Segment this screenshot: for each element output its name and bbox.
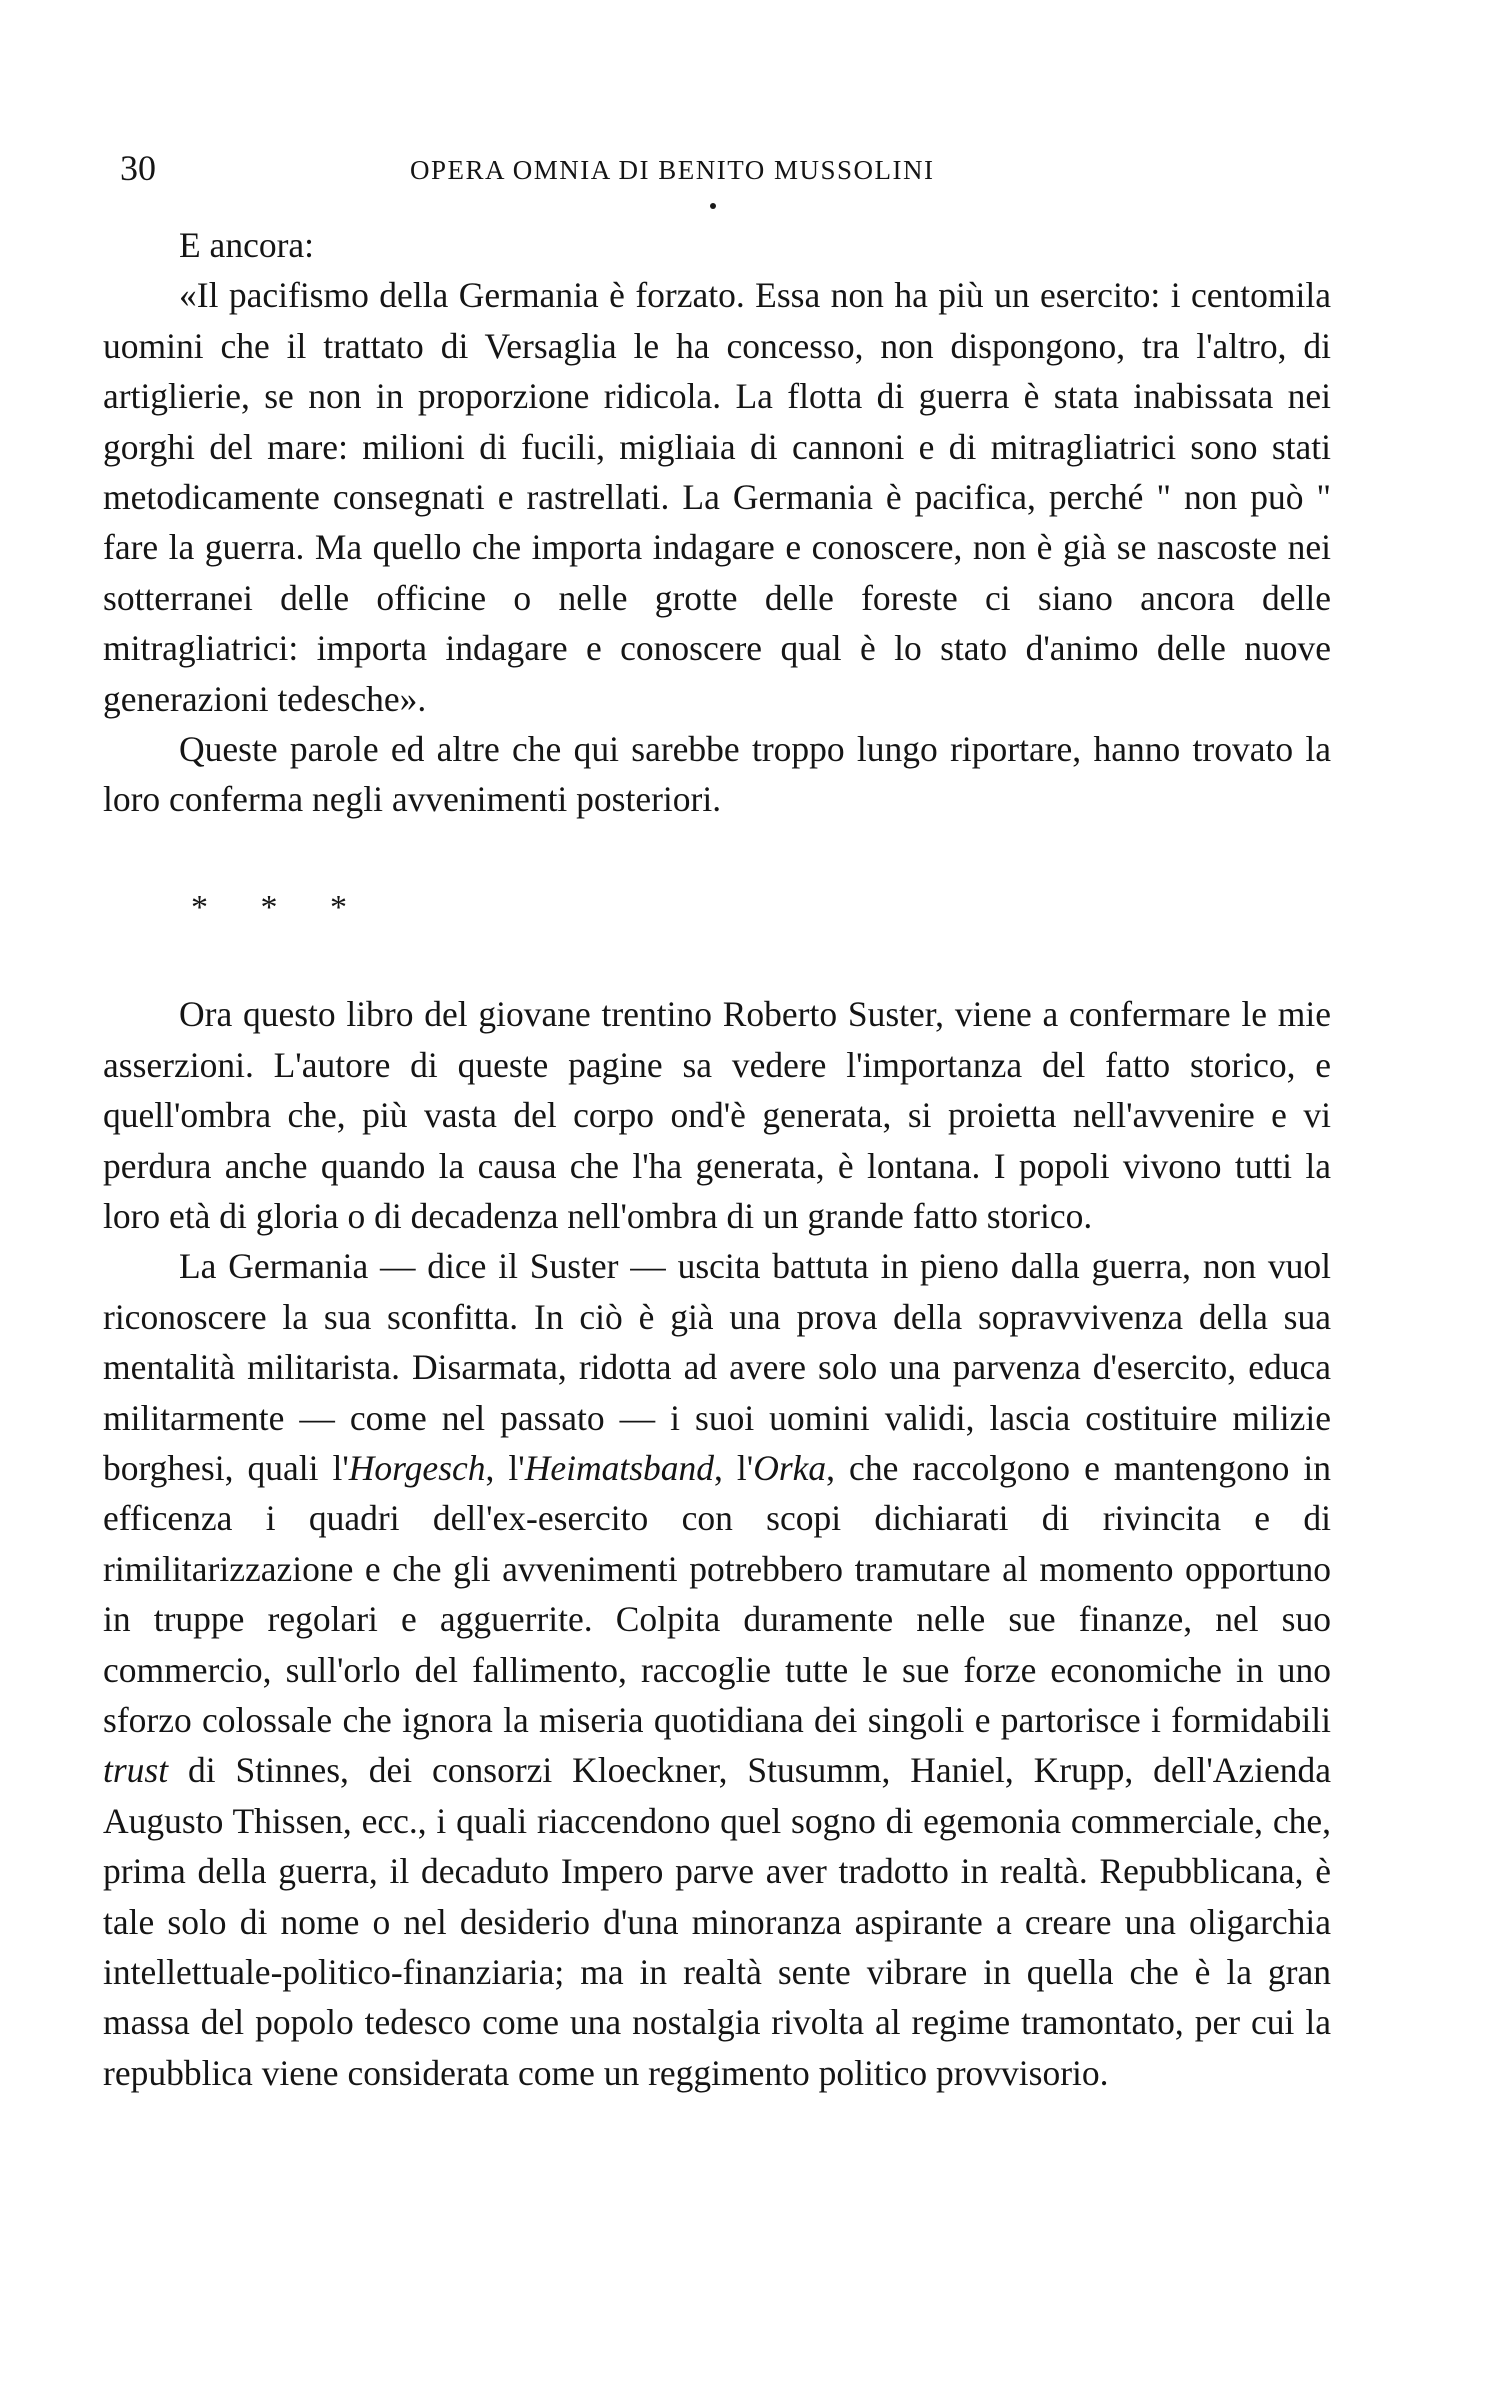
section-break-asterisks: * * * [191,888,369,926]
body-text [103,220,1331,2098]
page-number: 30 [120,148,156,188]
text-run: di Stinnes, dei consorzi Kloeckner, Stusumm, Haniel, Krupp, dell'Azienda Augusto Thissen, ecc., i quali riaccendono quel sogno di egemonia commerciale, che, prima della guerra, il decaduto Impero parve aver tradotto in realtà. Repubblicana, è tale solo di nome o nel desiderio d'una minoranza aspirante a creare una oligarchia intellettuale-politico-finanziaria; ma in realtà sente vibrare in quella che è la gran massa del popolo tedesco come una nostalgia rivolta al regime tramontato, per cui la repubblica viene considerata come un reggimento politico provvisorio. [103,1750,1331,2093]
page-header [120,146,1350,196]
paragraph-book-intro: Ora questo libro del giovane trentino Roberto Suster, viene a confermare le mie asserzioni. L'autore di queste pagine sa vedere l'importanza del fatto storico, e quell'ombra che, più vasta del corpo ond'è generata, si proietta nell'avvenire e vi perdura anche quando la causa che l'ha generata, è lontana. I popoli vivono tutti la loro età di gloria o di decadenza nell'ombra di un grande fatto storico. [103,994,1331,1236]
text-run: , l' [714,1447,754,1488]
italic-term-orka: Orka [753,1447,827,1488]
paragraph-germany [103,1241,1331,2098]
print-speck [710,203,716,209]
running-title: OPERA OMNIA DI BENITO MUSSOLINI [410,155,935,185]
paragraph-intro: E ancora: [179,225,315,265]
text-run: , che raccolgono e mantengono in efficenza i quadri dell'ex-esercito con scopi dichiarati di rivincita e di rimilitarizzazione e che gli avvenimenti potrebbero tramutare al momento opportuno in truppe regolari e agguerrite. Colpita duramente nelle sue finanze, nel suo commercio, sull'orlo del fallimento, raccoglie tutte le sue forze economiche in uno sforzo colossale che ignora la miseria quotidiana dei singoli e partorisce i formidabili [103,1447,1332,1740]
italic-term-heimatsband: Heimatsband [524,1447,715,1488]
paragraph-conclusion: Queste parole ed altre che qui sarebbe troppo lungo riportare, hanno trovato la loro conferma negli avvenimenti posteriori. [103,729,1331,820]
paragraph-quote: «Il pacifismo della Germania è forzato. Essa non ha più un esercito: i centomila uomini che il trattato di Versaglia le ha concesso, non dispongono, tra l'altro, di artiglierie, se non in proporzione ridicola. La flotta di guerra è stata inabissata nei gorghi del mare: milioni di fucili, migliaia di cannoni e di mitragliatrici sono stati metodicamente consegnati e rastrellati. La Germania è pacifica, perché " non può " fare la guerra. Ma quello che importa indagare e conoscere, non è già se nascoste nei sotterranei delle officine o nelle grotte delle foreste ci siano ancora delle mitragliatrici: importa indagare e conoscere qual è lo stato d'animo delle nuove generazioni tedesche». [103,275,1331,719]
text-run: La Germania — dice il Suster — uscita battuta in pieno dalla guerra, non vuol riconoscere la sua sconfitta. In ciò è già una prova della sopravvivenza della sua mentalità militarista. Disarmata, ridotta ad avere solo una parvenza d'esercito, educa militarmente — come nel passato — i suoi uomini validi, lascia costituire milizie borghesi, quali l' [103,1246,1331,1488]
text-run: , l' [485,1447,525,1488]
italic-term-trust: trust [103,1750,169,1791]
italic-term-horgesch: Horgesch [348,1447,486,1488]
